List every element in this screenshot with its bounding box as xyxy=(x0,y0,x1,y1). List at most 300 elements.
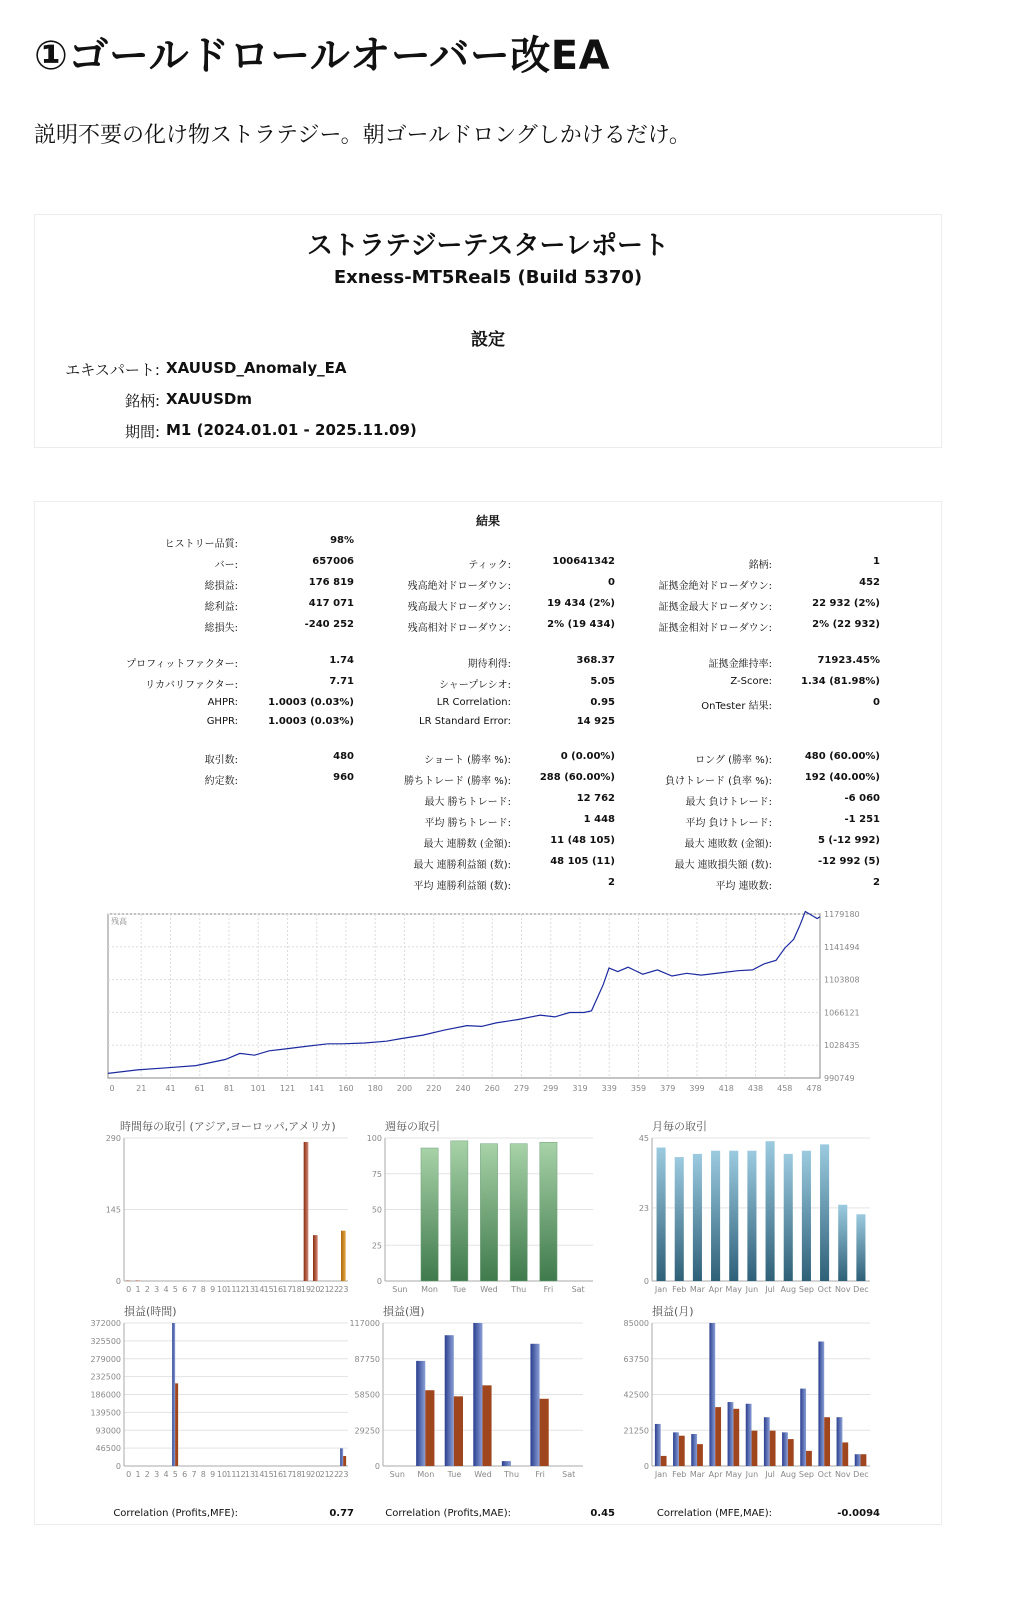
results-title: 結果 xyxy=(475,514,500,528)
bar xyxy=(784,1154,793,1281)
y-tick-label: 139500 xyxy=(90,1408,121,1418)
stat-label: 最大 連勝利益額 (数): xyxy=(413,860,511,871)
bar xyxy=(416,1361,425,1466)
stat-value: 7.71 xyxy=(329,676,354,687)
x-tick-label: 22 xyxy=(328,1285,340,1294)
x-tick-label: 9 xyxy=(210,1285,216,1294)
stat-label: Z-Score: xyxy=(730,676,772,687)
y-tick-label: 0 xyxy=(115,1462,121,1471)
x-tick-label: Oct xyxy=(817,1470,832,1479)
page-title: ①ゴールドロールオーバー改EA xyxy=(34,33,611,79)
bar xyxy=(313,1235,318,1281)
y-tick-label: 145 xyxy=(105,1205,121,1215)
stat-label: 最大 負けトレード: xyxy=(685,797,772,808)
stat-label: 最大 連敗損失額 (数): xyxy=(674,860,772,871)
x-tick-label: Mar xyxy=(689,1470,705,1479)
stat-value: 1 xyxy=(873,556,880,567)
x-tick-label: 22 xyxy=(328,1470,340,1479)
x-tick-label: 18 xyxy=(291,1470,302,1479)
x-tick-label: 1 xyxy=(135,1285,141,1294)
bar xyxy=(709,1323,715,1466)
stat-label: 取引数: xyxy=(204,755,238,766)
bar xyxy=(673,1432,679,1466)
stat-value: 0.95 xyxy=(590,697,615,708)
y-tick-label: 990749 xyxy=(824,1074,855,1083)
correlation-value: 0.77 xyxy=(329,1508,354,1519)
hourly-trades-chart xyxy=(90,1114,352,1299)
bar xyxy=(679,1436,685,1466)
x-tick-label: 4 xyxy=(163,1470,169,1479)
x-tick-label: Thu xyxy=(511,1285,527,1294)
x-tick-label: 458 xyxy=(777,1084,793,1093)
x-tick-label: 15 xyxy=(263,1470,274,1479)
y-tick-label: 58500 xyxy=(354,1390,380,1400)
stat-value: 417 071 xyxy=(308,598,354,609)
y-tick-label: 325500 xyxy=(90,1336,121,1346)
expert-row xyxy=(35,359,347,379)
x-tick-label: Jan xyxy=(654,1285,668,1294)
bar xyxy=(824,1417,830,1466)
stat-value: 14 925 xyxy=(576,716,615,727)
y-tick-label: 186000 xyxy=(90,1390,121,1400)
stat-label: 証拠金維持率: xyxy=(708,659,772,670)
bar xyxy=(764,1417,770,1466)
bar xyxy=(855,1454,861,1466)
x-tick-label: 13 xyxy=(244,1470,256,1479)
x-tick-label: 399 xyxy=(689,1084,705,1093)
x-tick-label: 61 xyxy=(194,1084,205,1093)
x-tick-label: Thu xyxy=(504,1470,520,1479)
y-tick-label: 1141494 xyxy=(824,942,860,952)
stat-label: ロング (勝率 %): xyxy=(695,755,772,766)
weekly-profit-chart xyxy=(345,1299,600,1484)
x-tick-label: 339 xyxy=(601,1084,617,1093)
chart-title: 損益(週) xyxy=(383,1305,425,1318)
stat-value: -12 992 (5) xyxy=(817,856,880,867)
x-tick-label: 8 xyxy=(200,1470,206,1479)
stat-label: 勝ちトレード (勝率 %): xyxy=(403,776,511,787)
bar xyxy=(837,1417,843,1466)
y-tick-label: 0 xyxy=(643,1277,649,1286)
bar xyxy=(697,1444,703,1466)
x-tick-label: 17 xyxy=(282,1470,293,1479)
x-tick-label: Feb xyxy=(672,1285,687,1294)
stat-value: 2 xyxy=(608,877,615,888)
y-tick-label: 279000 xyxy=(90,1354,121,1364)
stat-label: AHPR: xyxy=(207,697,238,708)
bar xyxy=(445,1335,454,1466)
monthly-trades-chart xyxy=(622,1114,877,1299)
x-tick-label: 21 xyxy=(319,1285,330,1294)
stat-label: リカバリファクター: xyxy=(145,680,238,691)
x-tick-label: 15 xyxy=(263,1285,274,1294)
bar xyxy=(451,1141,468,1281)
bar xyxy=(802,1151,811,1281)
hourly-profit-chart xyxy=(78,1299,352,1484)
stat-value: 5 (-12 992) xyxy=(817,835,880,846)
bar xyxy=(782,1432,788,1466)
y-tick-label: 0 xyxy=(376,1277,382,1286)
bar xyxy=(655,1424,661,1466)
y-tick-label: 75 xyxy=(371,1169,382,1179)
settings-title: 設定 xyxy=(471,330,505,350)
x-tick-label: 16 xyxy=(272,1285,284,1294)
bar xyxy=(711,1151,720,1281)
bar xyxy=(540,1142,557,1281)
x-tick-label: Sep xyxy=(798,1470,814,1479)
x-tick-label: 17 xyxy=(282,1285,293,1294)
stat-value: 0 (0.00%) xyxy=(560,751,615,762)
x-tick-label: 8 xyxy=(200,1285,206,1294)
bar xyxy=(838,1205,847,1281)
x-tick-label: May xyxy=(725,1285,743,1294)
y-tick-label: 1179180 xyxy=(824,910,860,919)
stat-value: -240 252 xyxy=(304,619,354,630)
stat-value: 0 xyxy=(608,577,615,588)
x-tick-label: 10 xyxy=(216,1285,228,1294)
correlation-value: 0.45 xyxy=(590,1508,615,1519)
x-tick-label: 10 xyxy=(216,1470,228,1479)
x-tick-label: Fri xyxy=(543,1285,554,1294)
stat-value: 480 xyxy=(333,751,354,762)
bar xyxy=(510,1144,527,1281)
x-tick-label: Mon xyxy=(421,1285,439,1294)
y-tick-label: 0 xyxy=(115,1277,121,1286)
x-tick-label: 121 xyxy=(279,1084,296,1093)
chart-title: 時間毎の取引 (アジア,ヨーロッパ,アメリカ) xyxy=(120,1120,336,1133)
bar xyxy=(856,1214,865,1281)
y-tick-label: 45 xyxy=(638,1134,649,1143)
x-tick-label: 0 xyxy=(126,1285,132,1294)
x-tick-label: Nov xyxy=(834,1285,851,1294)
stat-label: 総利益: xyxy=(204,602,238,613)
stat-value: 71923.45% xyxy=(817,655,880,666)
bar xyxy=(540,1399,549,1466)
x-tick-label: Sat xyxy=(571,1285,585,1294)
x-tick-label: 19 xyxy=(300,1470,312,1479)
bar xyxy=(304,1142,309,1281)
stat-value: 288 (60.00%) xyxy=(539,772,615,783)
bar xyxy=(733,1409,739,1466)
symbol-value: XAUUSDm xyxy=(166,390,252,408)
bar xyxy=(661,1456,667,1466)
x-tick-label: 16 xyxy=(272,1470,284,1479)
bar xyxy=(818,1342,824,1466)
chart-title: 損益(時間) xyxy=(124,1305,177,1318)
x-tick-label: Oct xyxy=(817,1285,832,1294)
x-tick-label: 279 xyxy=(513,1084,530,1093)
weekly-trades-chart xyxy=(355,1114,600,1299)
stat-label: 平均 連勝利益額 (数): xyxy=(413,881,511,892)
bar xyxy=(172,1323,175,1466)
x-tick-label: 6 xyxy=(182,1470,188,1479)
stat-label: 最大 勝ちトレード: xyxy=(424,797,511,808)
x-tick-label: Wed xyxy=(480,1285,498,1294)
bar xyxy=(421,1148,438,1281)
x-tick-label: 18 xyxy=(291,1285,302,1294)
x-tick-label: 12 xyxy=(235,1285,246,1294)
stat-value: 98% xyxy=(330,535,354,546)
stat-label: ヒストリー品質: xyxy=(164,539,238,550)
stat-label: 証拠金最大ドローダウン: xyxy=(658,602,772,613)
stat-label: 期待利得: xyxy=(467,659,511,670)
monthly-profit-chart xyxy=(622,1299,877,1484)
x-tick-label: Jul xyxy=(765,1285,775,1294)
x-tick-label: 2 xyxy=(144,1470,150,1479)
stat-value: 11 (48 105) xyxy=(550,835,615,846)
stat-value: 176 819 xyxy=(308,577,354,588)
x-tick-label: 7 xyxy=(191,1470,197,1479)
x-tick-label: 418 xyxy=(718,1084,734,1093)
correlation-value: -0.0094 xyxy=(837,1508,880,1519)
bar xyxy=(480,1144,497,1281)
bar xyxy=(806,1451,812,1466)
stat-value: 100641342 xyxy=(552,556,615,567)
x-tick-label: 0 xyxy=(126,1470,132,1479)
y-tick-label: 100 xyxy=(366,1134,382,1143)
stat-label: 平均 負けトレード: xyxy=(685,818,772,829)
x-tick-label: 14 xyxy=(254,1470,265,1479)
stat-value: 5.05 xyxy=(590,676,615,687)
bar xyxy=(454,1396,463,1466)
stat-label: OnTester 結果: xyxy=(701,701,772,712)
stat-label: 残高最大ドローダウン: xyxy=(407,602,511,613)
y-tick-label: 87750 xyxy=(354,1354,380,1364)
bar xyxy=(800,1389,806,1466)
x-tick-label: 14 xyxy=(254,1285,265,1294)
stat-label: 約定数: xyxy=(204,776,238,787)
stat-value: 1.74 xyxy=(329,655,354,666)
bar xyxy=(842,1442,848,1466)
stat-label: 証拠金絶対ドローダウン: xyxy=(658,581,772,592)
correlation-label: Correlation (Profits,MFE): xyxy=(113,1508,238,1519)
bar xyxy=(728,1402,734,1466)
x-tick-label: 379 xyxy=(660,1084,676,1093)
y-tick-label: 117000 xyxy=(349,1319,380,1328)
x-tick-label: Apr xyxy=(708,1470,723,1479)
x-tick-label: 21 xyxy=(319,1470,330,1479)
bar xyxy=(715,1407,721,1466)
chart-title: 週毎の取引 xyxy=(385,1120,440,1133)
x-tick-label: 7 xyxy=(191,1285,197,1294)
x-tick-label: 220 xyxy=(426,1084,442,1093)
balance-chart xyxy=(100,908,880,1098)
bar xyxy=(530,1344,539,1466)
y-tick-label: 232500 xyxy=(90,1372,121,1382)
stat-label: LR Standard Error: xyxy=(419,716,511,727)
stat-label: GHPR: xyxy=(206,716,238,727)
bar xyxy=(425,1390,434,1466)
x-tick-label: Jun xyxy=(745,1470,759,1479)
plot-frame xyxy=(108,914,820,1078)
x-tick-label: 21 xyxy=(136,1084,147,1093)
x-tick-label: 5 xyxy=(172,1470,178,1479)
y-tick-label: 21250 xyxy=(623,1426,649,1436)
correlation-label: Correlation (Profits,MAE): xyxy=(385,1508,511,1519)
chart-title: 損益(月) xyxy=(652,1305,694,1318)
x-tick-label: 0 xyxy=(109,1084,115,1093)
report-server: Exness-MT5Real5 (Build 5370) xyxy=(333,267,643,288)
x-tick-label: May xyxy=(725,1470,743,1479)
x-tick-label: 260 xyxy=(484,1084,500,1093)
stat-value: 19 434 (2%) xyxy=(547,598,615,609)
bar xyxy=(770,1431,776,1466)
x-tick-label: 200 xyxy=(396,1084,413,1093)
bar xyxy=(693,1154,702,1281)
x-tick-label: Jan xyxy=(654,1470,668,1479)
x-tick-label: 23 xyxy=(338,1285,349,1294)
stat-label: 残高相対ドローダウン: xyxy=(407,623,511,634)
stat-value: 1.0003 (0.03%) xyxy=(268,697,354,708)
x-tick-label: 240 xyxy=(455,1084,471,1093)
stat-label: LR Correlation: xyxy=(436,697,511,708)
y-tick-label: 1066121 xyxy=(824,1008,860,1018)
bar xyxy=(340,1448,343,1466)
y-tick-label: 85000 xyxy=(623,1319,649,1328)
x-tick-label: Nov xyxy=(834,1470,851,1479)
x-tick-label: 299 xyxy=(543,1084,559,1093)
x-tick-label: 160 xyxy=(338,1084,354,1093)
x-tick-label: Jun xyxy=(745,1285,759,1294)
stat-label: 最大 連敗数 (金額): xyxy=(684,839,772,850)
bar xyxy=(729,1151,738,1281)
x-tick-label: 438 xyxy=(747,1084,764,1093)
y-tick-label: 290 xyxy=(105,1134,121,1143)
x-tick-label: 2 xyxy=(144,1285,150,1294)
y-tick-label: 0 xyxy=(374,1462,380,1471)
stat-value: 368.37 xyxy=(576,655,615,666)
bar xyxy=(752,1431,758,1466)
stat-value: -6 060 xyxy=(844,793,880,804)
x-tick-label: Dec xyxy=(853,1470,869,1479)
x-tick-label: 6 xyxy=(182,1285,188,1294)
x-tick-label: 19 xyxy=(300,1285,312,1294)
y-tick-label: 25 xyxy=(371,1241,382,1251)
x-tick-label: Fri xyxy=(535,1470,545,1479)
x-tick-label: 20 xyxy=(310,1285,321,1294)
x-tick-label: 3 xyxy=(154,1285,160,1294)
stat-value: 1 448 xyxy=(583,814,615,825)
x-tick-label: Aug xyxy=(780,1470,797,1479)
symbol-label: 銘柄: xyxy=(124,392,160,410)
x-tick-label: Aug xyxy=(780,1285,797,1294)
x-tick-label: Apr xyxy=(708,1285,723,1294)
x-tick-label: 5 xyxy=(172,1285,178,1294)
period-value: M1 (2024.01.01 - 2025.11.09) xyxy=(166,421,417,439)
report-title: ストラテジーテスターレポート xyxy=(307,231,669,261)
stat-value: 452 xyxy=(859,577,880,588)
x-tick-label: Wed xyxy=(474,1470,492,1479)
x-tick-label: Tue xyxy=(447,1470,462,1479)
stat-label: 総損益: xyxy=(204,581,238,592)
x-tick-label: 3 xyxy=(154,1470,160,1479)
y-tick-label: 93000 xyxy=(95,1426,121,1436)
stat-label: バー: xyxy=(214,560,238,571)
y-tick-label: 42500 xyxy=(623,1390,649,1400)
x-tick-label: Sun xyxy=(392,1285,408,1294)
stat-label: 総損失: xyxy=(204,623,238,634)
symbol-row xyxy=(35,390,252,410)
y-tick-label: 63750 xyxy=(623,1354,649,1364)
stat-value: 22 932 (2%) xyxy=(812,598,880,609)
bar xyxy=(341,1231,346,1281)
stat-label: 最大 連勝数 (金額): xyxy=(423,839,511,850)
stat-value: 2 xyxy=(873,877,880,888)
period-row xyxy=(35,421,417,441)
stat-label: プロフィットファクター: xyxy=(126,659,238,670)
x-tick-label: 180 xyxy=(367,1084,383,1093)
x-tick-label: 359 xyxy=(630,1084,647,1093)
x-tick-label: 23 xyxy=(338,1470,349,1479)
x-tick-label: 13 xyxy=(244,1285,256,1294)
bar xyxy=(657,1148,666,1281)
x-tick-label: Tue xyxy=(452,1285,467,1294)
stat-value: 1.0003 (0.03%) xyxy=(268,716,354,727)
stat-label: 証拠金相対ドローダウン: xyxy=(658,623,772,634)
stat-label: ショート (勝率 %): xyxy=(424,755,511,766)
x-tick-label: Mar xyxy=(689,1285,705,1294)
stat-label: 平均 連敗数: xyxy=(715,881,772,892)
y-tick-label: 50 xyxy=(371,1205,382,1215)
y-tick-label: 23 xyxy=(638,1203,649,1213)
x-tick-label: 11 xyxy=(226,1470,237,1479)
stat-value: 1.34 (81.98%) xyxy=(801,676,880,687)
x-tick-label: 12 xyxy=(235,1470,246,1479)
stat-label: シャープレシオ: xyxy=(438,680,511,691)
x-tick-label: 9 xyxy=(210,1470,216,1479)
expert-value: XAUUSD_Anomaly_EA xyxy=(166,359,347,377)
stat-value: -1 251 xyxy=(844,814,880,825)
x-tick-label: 20 xyxy=(310,1470,321,1479)
x-tick-label: Dec xyxy=(853,1285,869,1294)
stat-label: 銘柄: xyxy=(748,560,772,571)
chart-title: 月毎の取引 xyxy=(652,1120,707,1133)
stat-value: 480 (60.00%) xyxy=(804,751,880,762)
x-tick-label: 11 xyxy=(226,1285,237,1294)
stat-label: 残高絶対ドローダウン: xyxy=(407,581,511,592)
stat-value: 0 xyxy=(873,697,880,708)
bar xyxy=(473,1323,482,1466)
y-tick-label: 0 xyxy=(643,1462,649,1471)
stat-value: 657006 xyxy=(312,556,354,567)
x-tick-label: 4 xyxy=(163,1285,169,1294)
y-tick-label: 1028435 xyxy=(824,1041,860,1051)
stat-label: 負けトレード (負率 %): xyxy=(664,776,772,787)
correlation-label: Correlation (MFE,MAE): xyxy=(656,1508,772,1519)
x-tick-label: Sep xyxy=(798,1285,814,1294)
stat-value: 12 762 xyxy=(576,793,615,804)
x-tick-label: Sun xyxy=(389,1470,405,1479)
bar xyxy=(746,1404,752,1466)
bar xyxy=(766,1141,775,1281)
bar xyxy=(482,1385,491,1466)
x-tick-label: 41 xyxy=(165,1084,176,1093)
y-tick-label: 372000 xyxy=(90,1319,121,1328)
bar xyxy=(175,1383,178,1466)
period-label: 期間: xyxy=(124,423,160,441)
stat-label: 平均 勝ちトレード: xyxy=(424,818,511,829)
page-lead: 説明不要の化け物ストラテジー。朝ゴールドロングしかけるだけ。 xyxy=(34,123,691,148)
x-tick-label: 1 xyxy=(135,1470,141,1479)
x-tick-label: 319 xyxy=(572,1084,588,1093)
y-tick-label: 29250 xyxy=(354,1426,380,1436)
bar xyxy=(502,1461,511,1466)
x-tick-label: 101 xyxy=(250,1084,266,1093)
y-tick-label: 46500 xyxy=(95,1444,121,1454)
x-tick-label: 478 xyxy=(806,1084,822,1093)
x-tick-label: Jul xyxy=(765,1470,775,1479)
x-tick-label: Feb xyxy=(672,1470,687,1479)
